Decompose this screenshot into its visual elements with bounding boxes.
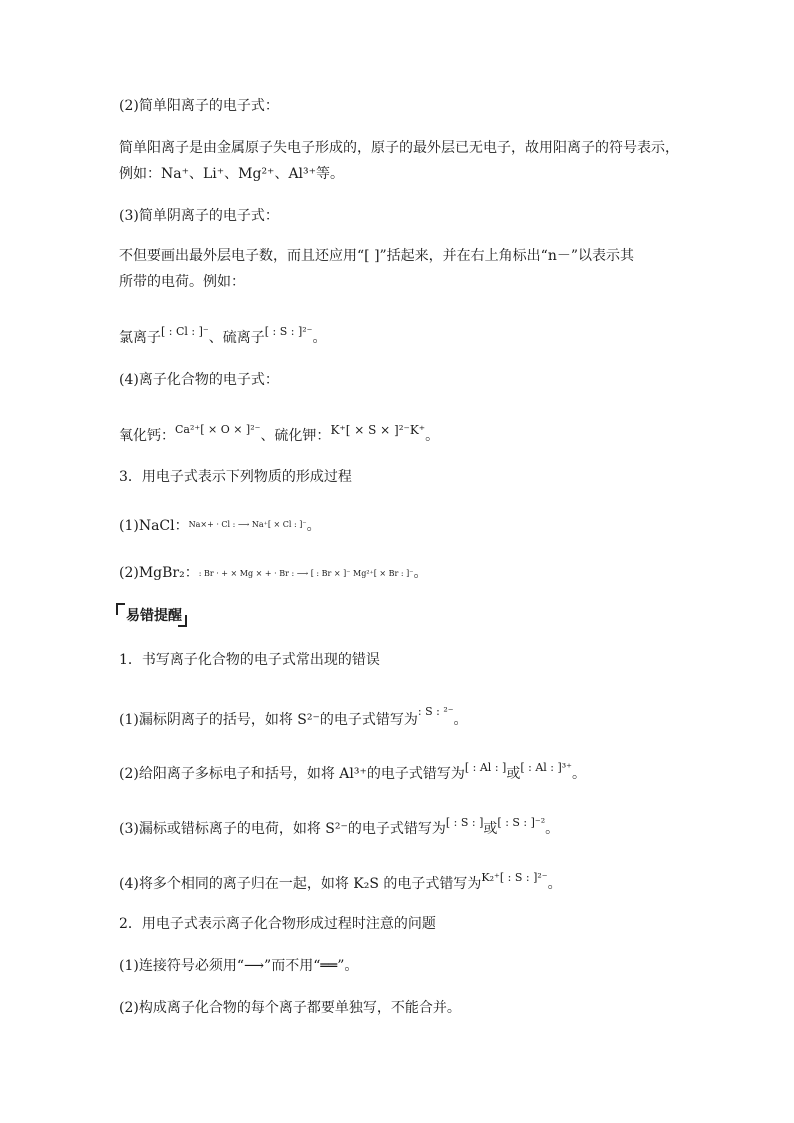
tip-heading bbox=[118, 605, 182, 625]
error-item-3 bbox=[119, 816, 560, 839]
bracket-corner-icon bbox=[116, 603, 125, 615]
or-text: 或 bbox=[506, 766, 521, 782]
error-text: (3)漏标或错标离子的电荷，如将 S²⁻的电子式错写为 bbox=[119, 821, 446, 837]
error-item-4 bbox=[119, 871, 562, 894]
wrong-formula-2: [ : Al : ]³⁺ bbox=[520, 761, 572, 774]
paragraph-line: 不但要画出最外层电子数，而且还应用“[ ]”括起来，并在右上角标出“n－”以表示其 bbox=[119, 248, 635, 264]
error-item-2 bbox=[119, 761, 586, 784]
sulfide-electron-formula: [ : S : ]²⁻ bbox=[264, 325, 313, 338]
wrong-formula-2: [ : S : ]⁻² bbox=[497, 816, 546, 829]
mgbr2-label: (2)MgBr₂： bbox=[119, 565, 199, 581]
paragraph-line: 所带的电荷。例如： bbox=[119, 274, 245, 290]
compound-examples-line bbox=[119, 423, 440, 446]
chloride-electron-formula: [ : Cl : ]⁻ bbox=[161, 325, 209, 338]
wrong-formula: K₂⁺[ : S : ]²⁻ bbox=[481, 871, 548, 884]
cao-electron-formula: Ca²⁺[ × O × ]²⁻ bbox=[175, 423, 261, 436]
chlorine-ion-label: 氯离子 bbox=[119, 330, 161, 346]
nacl-label: (1)NaCl： bbox=[119, 518, 189, 534]
note-2: (2)构成离子化合物的每个离子都要单独写，不能合并。 bbox=[119, 1000, 461, 1016]
subsection-title-compound: (4)离子化合物的电子式： bbox=[119, 372, 279, 388]
wrong-formula-1: [ : S : ] bbox=[445, 816, 484, 829]
sulfide-ion-label: 、硫离子 bbox=[208, 330, 265, 346]
note-1: (1)连接符号必须用“⟶”而不用“══”。 bbox=[119, 958, 359, 974]
period: 。 bbox=[306, 518, 321, 534]
or-text: 或 bbox=[483, 821, 498, 837]
period: 。 bbox=[453, 712, 468, 728]
tip-heading-text: 易错提醒 bbox=[126, 608, 182, 624]
k2s-label: 、硫化钾： bbox=[260, 428, 331, 444]
error-text: (2)给阳离子多标电子和括号，如将 Al³⁺的电子式错写为 bbox=[119, 766, 465, 782]
period: 。 bbox=[545, 821, 560, 837]
error-item-1 bbox=[119, 705, 468, 730]
paragraph-line: 例如：Na⁺、Li⁺、Mg²⁺、Al³⁺等。 bbox=[119, 166, 345, 182]
k2s-electron-formula: K⁺[ × S × ]²⁻K⁺ bbox=[330, 423, 426, 437]
error-section-title: 1．书写离子化合物的电子式常出现的错误 bbox=[119, 652, 380, 668]
period: 。 bbox=[312, 330, 327, 346]
error-text: (4)将多个相同的离子归在一起，如将 K₂S 的电子式错写为 bbox=[119, 876, 482, 892]
period: 。 bbox=[425, 428, 440, 444]
subsection-title-anion: (3)简单阴离子的电子式： bbox=[119, 208, 279, 224]
notes-section-title: 2．用电子式表示离子化合物形成过程时注意的问题 bbox=[119, 916, 436, 932]
nacl-formation-formula: Na×+ · Cl : ⟶ Na⁺[ × Cl : ]⁻ bbox=[188, 520, 307, 529]
mgbr2-formation-line bbox=[119, 563, 428, 583]
period: 。 bbox=[547, 876, 562, 892]
anion-examples-line bbox=[119, 325, 327, 348]
wrong-formula: : S : ²⁻ bbox=[417, 705, 454, 718]
section-title-formation: 3．用电子式表示下列物质的形成过程 bbox=[119, 469, 352, 485]
subsection-title-cation: (2)简单阳离子的电子式： bbox=[119, 98, 279, 114]
cao-label: 氧化钙： bbox=[119, 428, 175, 444]
bracket-corner-icon bbox=[178, 615, 187, 627]
mgbr2-formation-formula: : Br · + × Mg × + · Br : ⟶ [ : Br × ]⁻ Mg²⁺[ × Br : ]⁻ bbox=[198, 569, 414, 578]
period: 。 bbox=[572, 766, 586, 782]
paragraph-line: 简单阳离子是由金属原子失电子形成的，原子的最外层已无电子，故用阳离子的符号表示， bbox=[119, 140, 679, 156]
wrong-formula-1: [ : Al : ] bbox=[464, 761, 507, 774]
error-text: (1)漏标阴离子的括号，如将 S²⁻的电子式错写为 bbox=[119, 712, 418, 728]
nacl-formation-line bbox=[119, 516, 321, 536]
period: 。 bbox=[413, 565, 428, 581]
